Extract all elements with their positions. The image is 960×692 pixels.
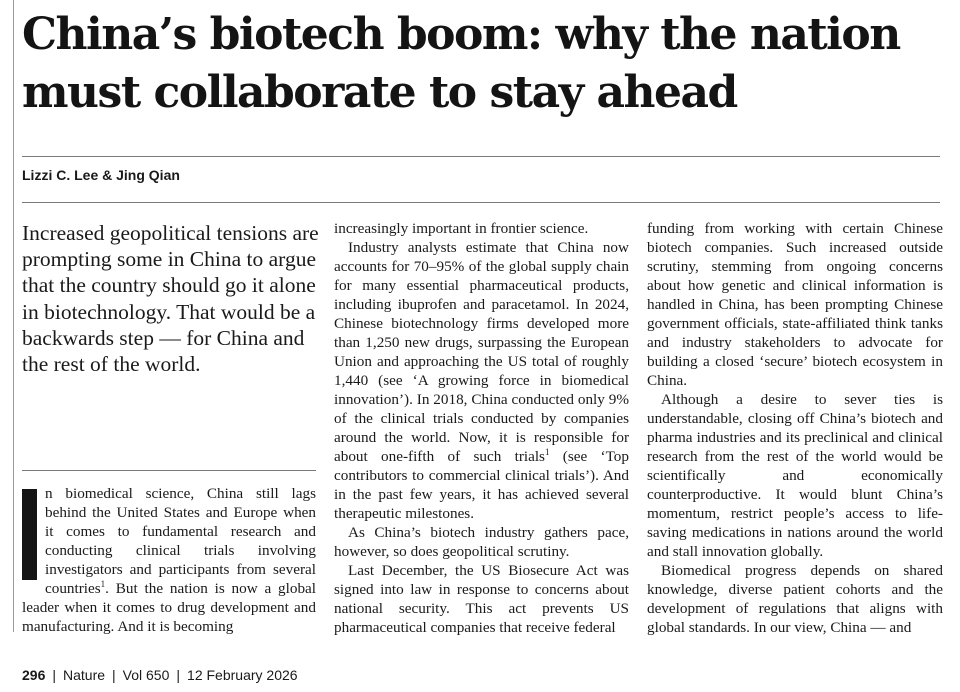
authors-divider	[22, 202, 940, 203]
drop-cap-block	[22, 489, 37, 580]
journal-name: Nature	[63, 667, 106, 683]
citation-2: 1	[544, 446, 550, 457]
body-paragraph-1-end: . But the nation is now a global leader when it comes to drug development and manufacturing. And it is becoming	[22, 580, 316, 635]
page-footer: 296 | Nature | Vol 650 | 12 February 2026	[22, 667, 298, 683]
title-divider	[22, 156, 940, 157]
article-authors: Lizzi C. Lee & Jing Qian	[22, 167, 180, 183]
body-paragraph-1: n biomedical science, China still lags behind the United States and Europe when it comes to fundamental research and conducting clinical trials involving investigators and participants from several countries	[45, 485, 316, 597]
citation-1: 1	[100, 578, 106, 589]
body-column-3	[647, 219, 943, 637]
standfirst: Increased geopolitical tensions are prompting some in China to argue that the country should go it alone in biotechnology. That would be a backwards step — for China and the rest of the world.	[22, 221, 319, 377]
page-number: 296	[22, 667, 46, 683]
body-paragraph-6: Biomedical progress depends on shared knowledge, diverse patient cohorts and the development of regulations that aligns with global standards. In our view, China — and	[647, 562, 943, 636]
left-margin-rule	[13, 0, 14, 632]
body-paragraph-5: Although a desire to sever ties is understandable, closing off China’s biotech and pharma industries and its preclinical and clinical research from the rest of the world would be scientifically and economically counterproductive. It would blunt China’s momentum, restrict people’s access to life-saving medications in nations around the world and stall innovation globally.	[647, 391, 943, 560]
body-paragraph-2-end: (see ‘Top contributors to commercial clinical trials’). And in the past few years, it has achieved several therapeutic milestones.	[334, 448, 629, 522]
body-paragraph-4: Last December, the US Biosecure Act was signed into law in response to concerns about national security. This act prevents US pharmaceutical companies that receive federal	[334, 562, 629, 636]
body-paragraph-1-continued: increasingly important in frontier science.	[334, 220, 589, 237]
standfirst-divider	[22, 470, 316, 471]
body-column-1	[22, 484, 316, 636]
body-paragraph-3: As China’s biotech industry gathers pace, however, so does geopolitical scrutiny.	[334, 524, 629, 560]
issue-date: 12 February 2026	[187, 667, 298, 683]
volume-number: Vol 650	[122, 667, 170, 683]
body-paragraph-4-continued: funding from working with certain Chinese biotech companies. Such increased outside scrutiny, stemming from ongoing concerns about how genetic and clinical information is handled in China, has been prompting Chinese government officials, state-affiliated think tanks and industry stakeholders to advocate for building a closed ‘secure’ biotech ecosystem in China.	[647, 220, 943, 389]
article-title: China’s biotech boom: why the nation must collaborate to stay ahead	[22, 9, 900, 118]
body-column-2	[334, 219, 629, 637]
body-paragraph-2: Industry analysts estimate that China now accounts for 70–95% of the global supply chain for many essential pharmaceutical products, including ibuprofen and paracetamol. In 2024, Chinese biotechnology firms developed more than 1,250 new drugs, surpassing the European Union and approaching the US total of roughly 1,440 (see ‘A growing force in biomedical innovation’). In 2018, China conducted only 9% of the clinical trials conducted by companies around the world. Now, it is responsible for about one-fifth of such trials	[334, 239, 629, 465]
